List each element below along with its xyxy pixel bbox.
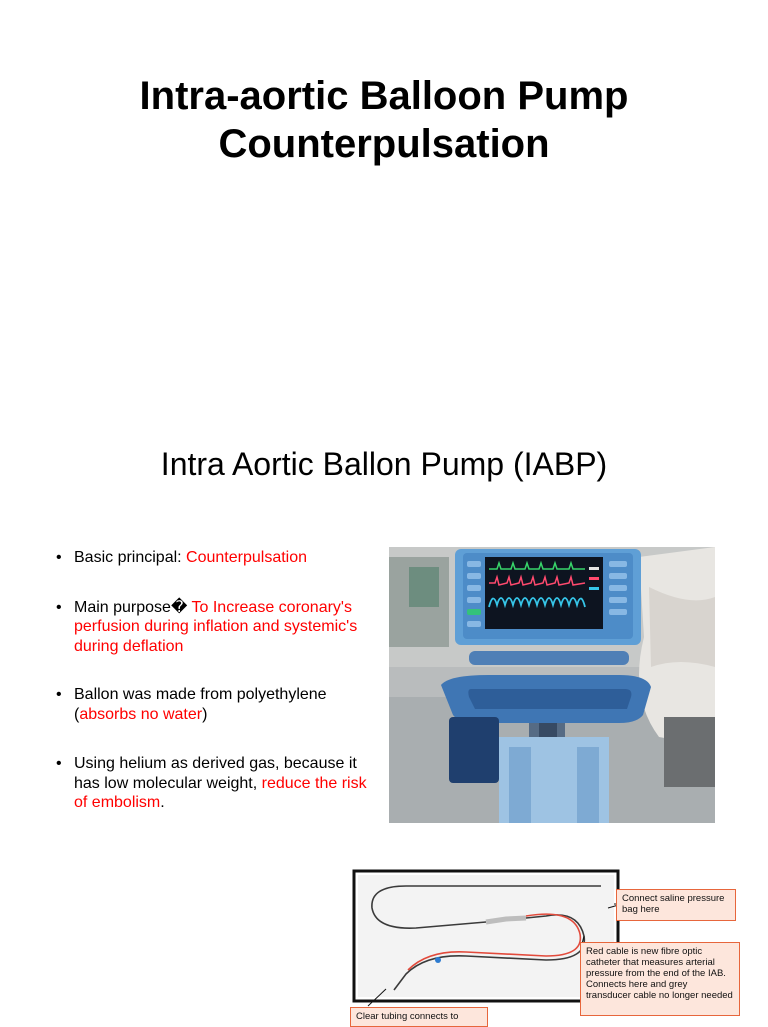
main-title-line1: Intra-aortic Balloon Pump [139,74,629,118]
callout-clear-tubing: Clear tubing connects to [350,1007,488,1027]
bullet-highlight: reduce the risk of embolism [74,774,367,811]
callout-red-cable: Red cable is new fibre optic catheter that measures arterial pressure from the end of the IAB. Connects here and grey transducer cable no longer needed [580,942,740,1016]
bullet-text: Basic principal: [74,549,187,566]
iabp-machine-photo [389,547,715,823]
main-title [0,72,768,168]
bullet-highlight: absorbs no water [79,705,203,723]
bullet-item [56,685,376,724]
bullet-highlight: Counterpulsation [186,549,308,566]
bullet-highlight: To Increase coronary's perfusion during inflation and systemic's during deflation [74,598,358,655]
bullet-item [56,548,376,568]
bullet-text: Ballon was made from polyethylene ( [74,686,327,723]
bullet-item [56,598,376,657]
slide-title [0,0,768,400]
bullet-item [56,754,376,813]
bullet-list [56,548,376,843]
callout-saline: Connect saline pressure bag here [616,889,736,921]
catheter-diagram [346,864,768,1024]
slide-heading: Intra Aortic Ballon Pump (IABP) [160,446,608,482]
bullet-text: Main purpose� [74,598,192,616]
bullet-text-end: . [160,794,165,811]
main-title-line2: Counterpulsation [218,122,550,166]
bullet-text-end: ) [202,705,208,723]
bullet-text: Using helium as derived gas, because it has low molecular weight, [74,755,357,792]
